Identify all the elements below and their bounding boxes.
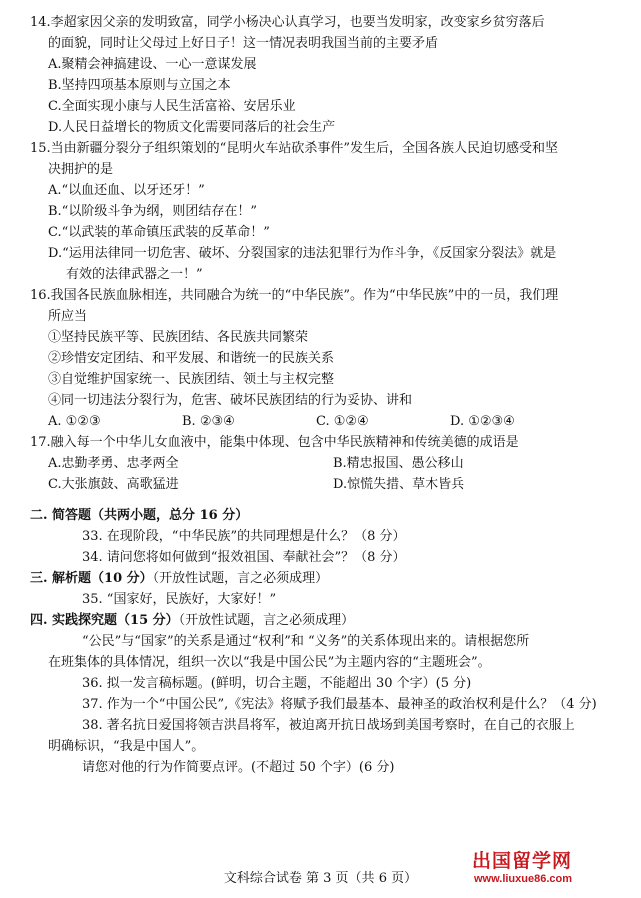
watermark-name: 出国留学网 [472, 850, 573, 872]
option-c: C. ①②④ [316, 414, 369, 429]
option-row [30, 411, 618, 432]
question-15 [30, 138, 618, 285]
section-heading-row [30, 568, 618, 589]
section-2 [30, 505, 618, 568]
statement-item: ④同一切违法分裂行为，危害、破坏民族团结的行为妥协、讲和 [48, 393, 413, 408]
question-stem-line: 所应当 [48, 309, 88, 324]
question-38-task: 请您对他的行为作简要点评。(不超过 50 个字）(6 分) [82, 760, 395, 775]
page-footer: 文科综合试卷 第 3 页（共 6 页） [223, 871, 418, 886]
option-c: C.大张旗鼓、高歌猛进 [48, 477, 179, 492]
section-4 [30, 610, 618, 778]
question-38-continued: 明确标识，“我是中国人”。 [48, 739, 205, 754]
question-stem-line: 15.当由新疆分裂分子组织策划的“昆明火车站砍杀事件”发生后，全国各族人民迫切感受和坚 [30, 141, 558, 156]
option-d-continued: 有效的法律武器之一！” [66, 267, 203, 282]
option-d: D.惊慌失措、草木皆兵 [333, 477, 465, 492]
section-heading: 四. 实践探究题（15 分） [30, 613, 179, 628]
exam-page [30, 12, 618, 778]
section-note: （开放性试题，言之必须成理） [152, 571, 329, 586]
option-b: B.精忠报国、愚公移山 [333, 456, 464, 471]
option-b: B. ②③④ [182, 414, 235, 429]
option-b: B.“以阶级斗争为纲，则团结存在！” [48, 204, 257, 219]
site-watermark [472, 852, 572, 888]
option-row [30, 474, 618, 495]
statement-item: ③自觉维护国家统一、民族团结、领土与主权完整 [48, 372, 335, 387]
option-a: A. ①②③ [48, 414, 101, 429]
section-heading: 二. 简答题（共两小题，总分 16 分） [30, 508, 249, 523]
question-37: 37. 作为一个“中国公民”,《宪法》将赋予我们最基本、最神圣的政治权利是什么？（4 分) [82, 697, 597, 712]
question-33: 33. 在现阶段，“中华民族”的共同理想是什么？（8 分） [82, 529, 406, 544]
section-heading-row [30, 610, 618, 631]
question-34: 34. 请问您将如何做到“报效祖国、奉献社会”？（8 分） [82, 550, 406, 565]
section-note: （开放性试题，言之必须成理） [178, 613, 355, 628]
option-a: A.忠勤孝勇、忠孝两全 [48, 456, 179, 471]
question-36: 36. 拟一发言稿标题。(鲜明，切合主题，不能超出 30 个字）(5 分) [82, 676, 472, 691]
intro-line: “公民”与“国家”的关系是通过“权利”和 “义务”的关系体现出来的。请根据您所 [82, 634, 530, 649]
option-c: C.全面实现小康与人民生活富裕、安居乐业 [48, 99, 296, 114]
option-row [30, 453, 618, 474]
question-stem-line: 16.我国各民族血脉相连，共同融合为统一的“中华民族”。作为“中华民族”中的一员，我们理 [30, 288, 559, 303]
question-16 [30, 285, 618, 432]
question-14 [30, 12, 618, 138]
question-stem-line: 决拥护的是 [48, 162, 114, 177]
option-a: A.聚精会神搞建设、一心一意谋发展 [48, 57, 257, 72]
spacer [30, 495, 618, 505]
intro-line: 在班集体的具体情况，组织一次以“我是中国公民”为主题内容的“主题班会”。 [48, 655, 491, 670]
option-d: D.人民日益增长的物质文化需要同落后的社会生产 [48, 120, 336, 135]
question-stem-line: 14.李超家因父亲的发明致富，同学小杨决心认真学习，也要当发明家，改变家乡贫穷落后 [30, 15, 545, 30]
watermark-url: www.liuxue86.com [474, 873, 573, 885]
option-c: C.“以武装的革命镇压武装的反革命！” [48, 225, 270, 240]
question-17 [30, 432, 618, 495]
question-38: 38. 著名抗日爱国将领吉洪昌将军，被迫离开抗日战场到美国考察时，在自己的衣服上 [82, 718, 575, 733]
option-d: D.“运用法律同一切危害、破坏、分裂国家的违法犯罪行为作斗争，《反国家分裂法》就是 [48, 246, 557, 261]
option-d: D. ①②③④ [450, 414, 515, 429]
section-3 [30, 568, 618, 610]
statement-item: ②珍惜安定团结、和平发展、和谐统一的民族关系 [48, 351, 335, 366]
question-stem-line: 17.融入每一个中华儿女血液中，能集中体现、包含中华民族精神和传统美德的成语是 [30, 435, 519, 450]
statement-item: ①坚持民族平等、民族团结、各民族共同繁荣 [48, 330, 309, 345]
section-heading: 三. 解析题（10 分） [30, 571, 153, 586]
question-35: 35. “国家好，民族好，大家好！” [82, 592, 277, 607]
option-a: A.“以血还血、以牙还牙！” [48, 183, 205, 198]
option-b: B.坚持四项基本原则与立国之本 [48, 78, 231, 93]
question-stem-line: 的面貌，同时让父母过上好日子！这一情况表明我国当前的主要矛盾 [48, 36, 439, 51]
